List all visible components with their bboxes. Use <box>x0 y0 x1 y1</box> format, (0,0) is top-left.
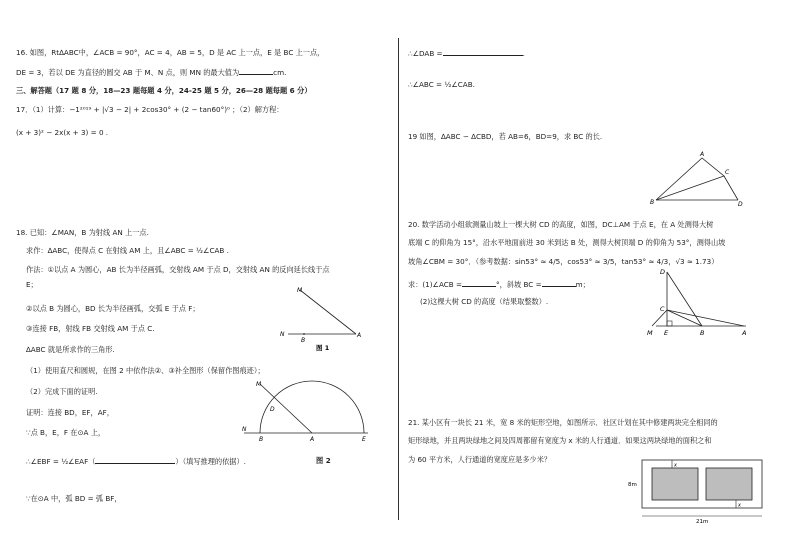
q18-line2: 求作：∆ABC，使得点 C 在射线 AM 上，且∠ABC = ½∠CAB . <box>26 246 229 255</box>
q17-line1: 17．（1）计算：−1²⁰¹⁹ + |√3 − 2| + 2cos30° + (2 − tan60°)⁰ ；（2）解方程： <box>16 105 284 114</box>
q20-line5: (2)这棵大树 CD 的高度（结果取整数）. <box>420 297 549 306</box>
dab-answer-blank[interactable] <box>443 48 523 56</box>
q16-text: DE = 3，若以 DE 为直径的圆交 AB 于 M、N 点，则 MN 的最大值为 <box>16 68 240 77</box>
fig20-label-B: B <box>700 329 705 337</box>
fig21-label-x-top: x <box>674 462 677 469</box>
q18-line5: ②以点 B 为圆心，BD 长为半径画弧，交弧 E 于点 F； <box>26 304 200 313</box>
q20-acb-text: 求：(1)∠ACB = <box>408 280 463 289</box>
figure-20 <box>644 268 756 340</box>
q18-line12-tail: ）（填写推理的依据）. <box>175 457 246 466</box>
fig19-label-B: B <box>650 199 655 206</box>
column-divider <box>398 38 399 520</box>
q18-line6: ③连接 FB，射线 FB 交射线 AM 于点 C. <box>26 324 155 333</box>
q20-line2: 底端 C 的仰角为 15°，沿水平地面前进 30 米到达 B 处，测得大树顶端 D 的仰角为 53°，测得山坡 <box>408 238 726 247</box>
q18-line9: （2）完成下面的证明. <box>26 387 98 396</box>
fig1-label-A: A <box>357 332 362 339</box>
q21-line3: 为 60 平方米，人行通道的宽度应是多少米？ <box>408 455 552 464</box>
section3-heading: 三、解答题（17 题 8 分，18—23 题每题 4 分，24-25 题 5 分，26—28 题每题 6 分） <box>16 86 312 95</box>
q18-line1: 18. 已知：∠MAN，B 为射线 AN 上一点. <box>16 228 149 237</box>
q18-line11: ∵点 B，E，F 在⊙A 上， <box>26 428 106 437</box>
q21-line2: 矩形绿地，并且两块绿地之间及四周都留有宽度为 x 米的人行通道．如果这两块绿地的面积之和 <box>408 436 712 445</box>
fig20-label-C: C <box>660 305 665 313</box>
fig2-caption: 图 2 <box>316 456 331 465</box>
fig20-label-D: D <box>660 268 666 276</box>
fig21-label-length: 21m <box>696 519 709 525</box>
q18-line7: ∆ABC 就是所求作的三角形. <box>26 345 115 354</box>
q18-reason-blank[interactable] <box>95 456 175 464</box>
q18-line12-text: ∴∠EBF = ½∠EAF（ <box>26 457 96 466</box>
q18-line12 <box>26 456 246 466</box>
bc-answer-blank[interactable] <box>542 279 576 287</box>
fig2-label-D: D <box>270 406 275 413</box>
fig2-label-N: N <box>242 426 247 433</box>
fig2-label-M: M <box>256 381 262 388</box>
q16-unit: cm. <box>273 68 287 77</box>
fig1-caption: 图 1 <box>316 344 330 352</box>
q18-line13: ∵在⊙A 中，弧 BD = 弧 BF， <box>26 494 122 503</box>
figure-2 <box>238 378 378 448</box>
figure-19 <box>648 152 748 208</box>
fig1-label-N: N <box>280 331 285 338</box>
fig21-label-x-bottom: x <box>738 502 741 509</box>
q17-line2: (x + 3)² − 2x(x + 3) = 0 . <box>16 128 109 137</box>
q16-line2 <box>16 67 286 77</box>
fig20-label-A: A <box>742 329 747 337</box>
q20-bc-text: °，斜坡 BC = <box>496 280 542 289</box>
proof-cont-2: ∴∠ABC = ½∠CAB. <box>408 80 475 89</box>
q18-line4: E； <box>26 280 38 289</box>
acb-answer-blank[interactable] <box>462 279 496 287</box>
fig2-label-B: B <box>259 436 264 443</box>
figure-1 <box>276 284 366 354</box>
fig1-label-B: B <box>301 337 306 344</box>
fig1-label-M: M <box>297 287 303 294</box>
q18-line3: 作法：①以点 A 为圆心，AB 长为半径画弧，交射线 AM 于点 D，交射线 AN 的反向延长线于点 <box>26 265 330 274</box>
q18-line10: 证明：连接 BD，EF，AF， <box>26 408 114 417</box>
q20-line4 <box>408 279 590 289</box>
q20-line3: 坡角∠CBM = 30°．（参考数据：sin53° ≈ 4/5，cos53° ≈ 3/5，tan53° ≈ 4/3，√3 ≈ 1.73） <box>408 257 719 266</box>
q20-line1: 20. 数学活动小组欲测量山坡上一棵大树 CD 的高度，如图，DC⊥AM 于点 E，在 A 处测得大树 <box>408 220 714 229</box>
figure-21 <box>626 456 766 524</box>
fig19-label-A: A <box>700 151 705 158</box>
right-column <box>400 0 794 560</box>
q19-line1: 19 如图，∆ABC ∽ ∆CBD，若 AB=6，BD=9，求 BC 的长. <box>408 132 603 141</box>
fig2-label-A: A <box>310 436 315 443</box>
q18-line8: （1）使用直尺和圆规，在图 2 中依作法②、③补全图形（保留作图痕迹）； <box>26 366 265 375</box>
q20-unit: m； <box>575 280 590 289</box>
proof-cont-1-text: ∴∠DAB = <box>408 49 443 58</box>
proof-cont-1-tail: . <box>522 49 525 58</box>
fig19-label-C: C <box>725 169 730 176</box>
fig20-label-M: M <box>647 329 653 337</box>
fig21-label-width: 8m <box>628 482 637 488</box>
q16-line1: 16. 如图，Rt∆ABC中，∠ACB = 90°，AC = 4，AB = 5，D 是 AC 上一点，E 是 BC 上一点， <box>16 48 325 57</box>
q21-line1: 21. 某小区有一块长 21 米，宽 8 米的矩形空地，如图所示．社区计划在其中修建两块完全相同的 <box>408 418 718 427</box>
fig2-label-E: E <box>362 436 366 443</box>
fig19-label-D: D <box>738 201 743 208</box>
q16-answer-blank[interactable] <box>239 67 273 75</box>
proof-cont-1 <box>408 48 525 58</box>
fig20-label-E: E <box>664 329 669 337</box>
